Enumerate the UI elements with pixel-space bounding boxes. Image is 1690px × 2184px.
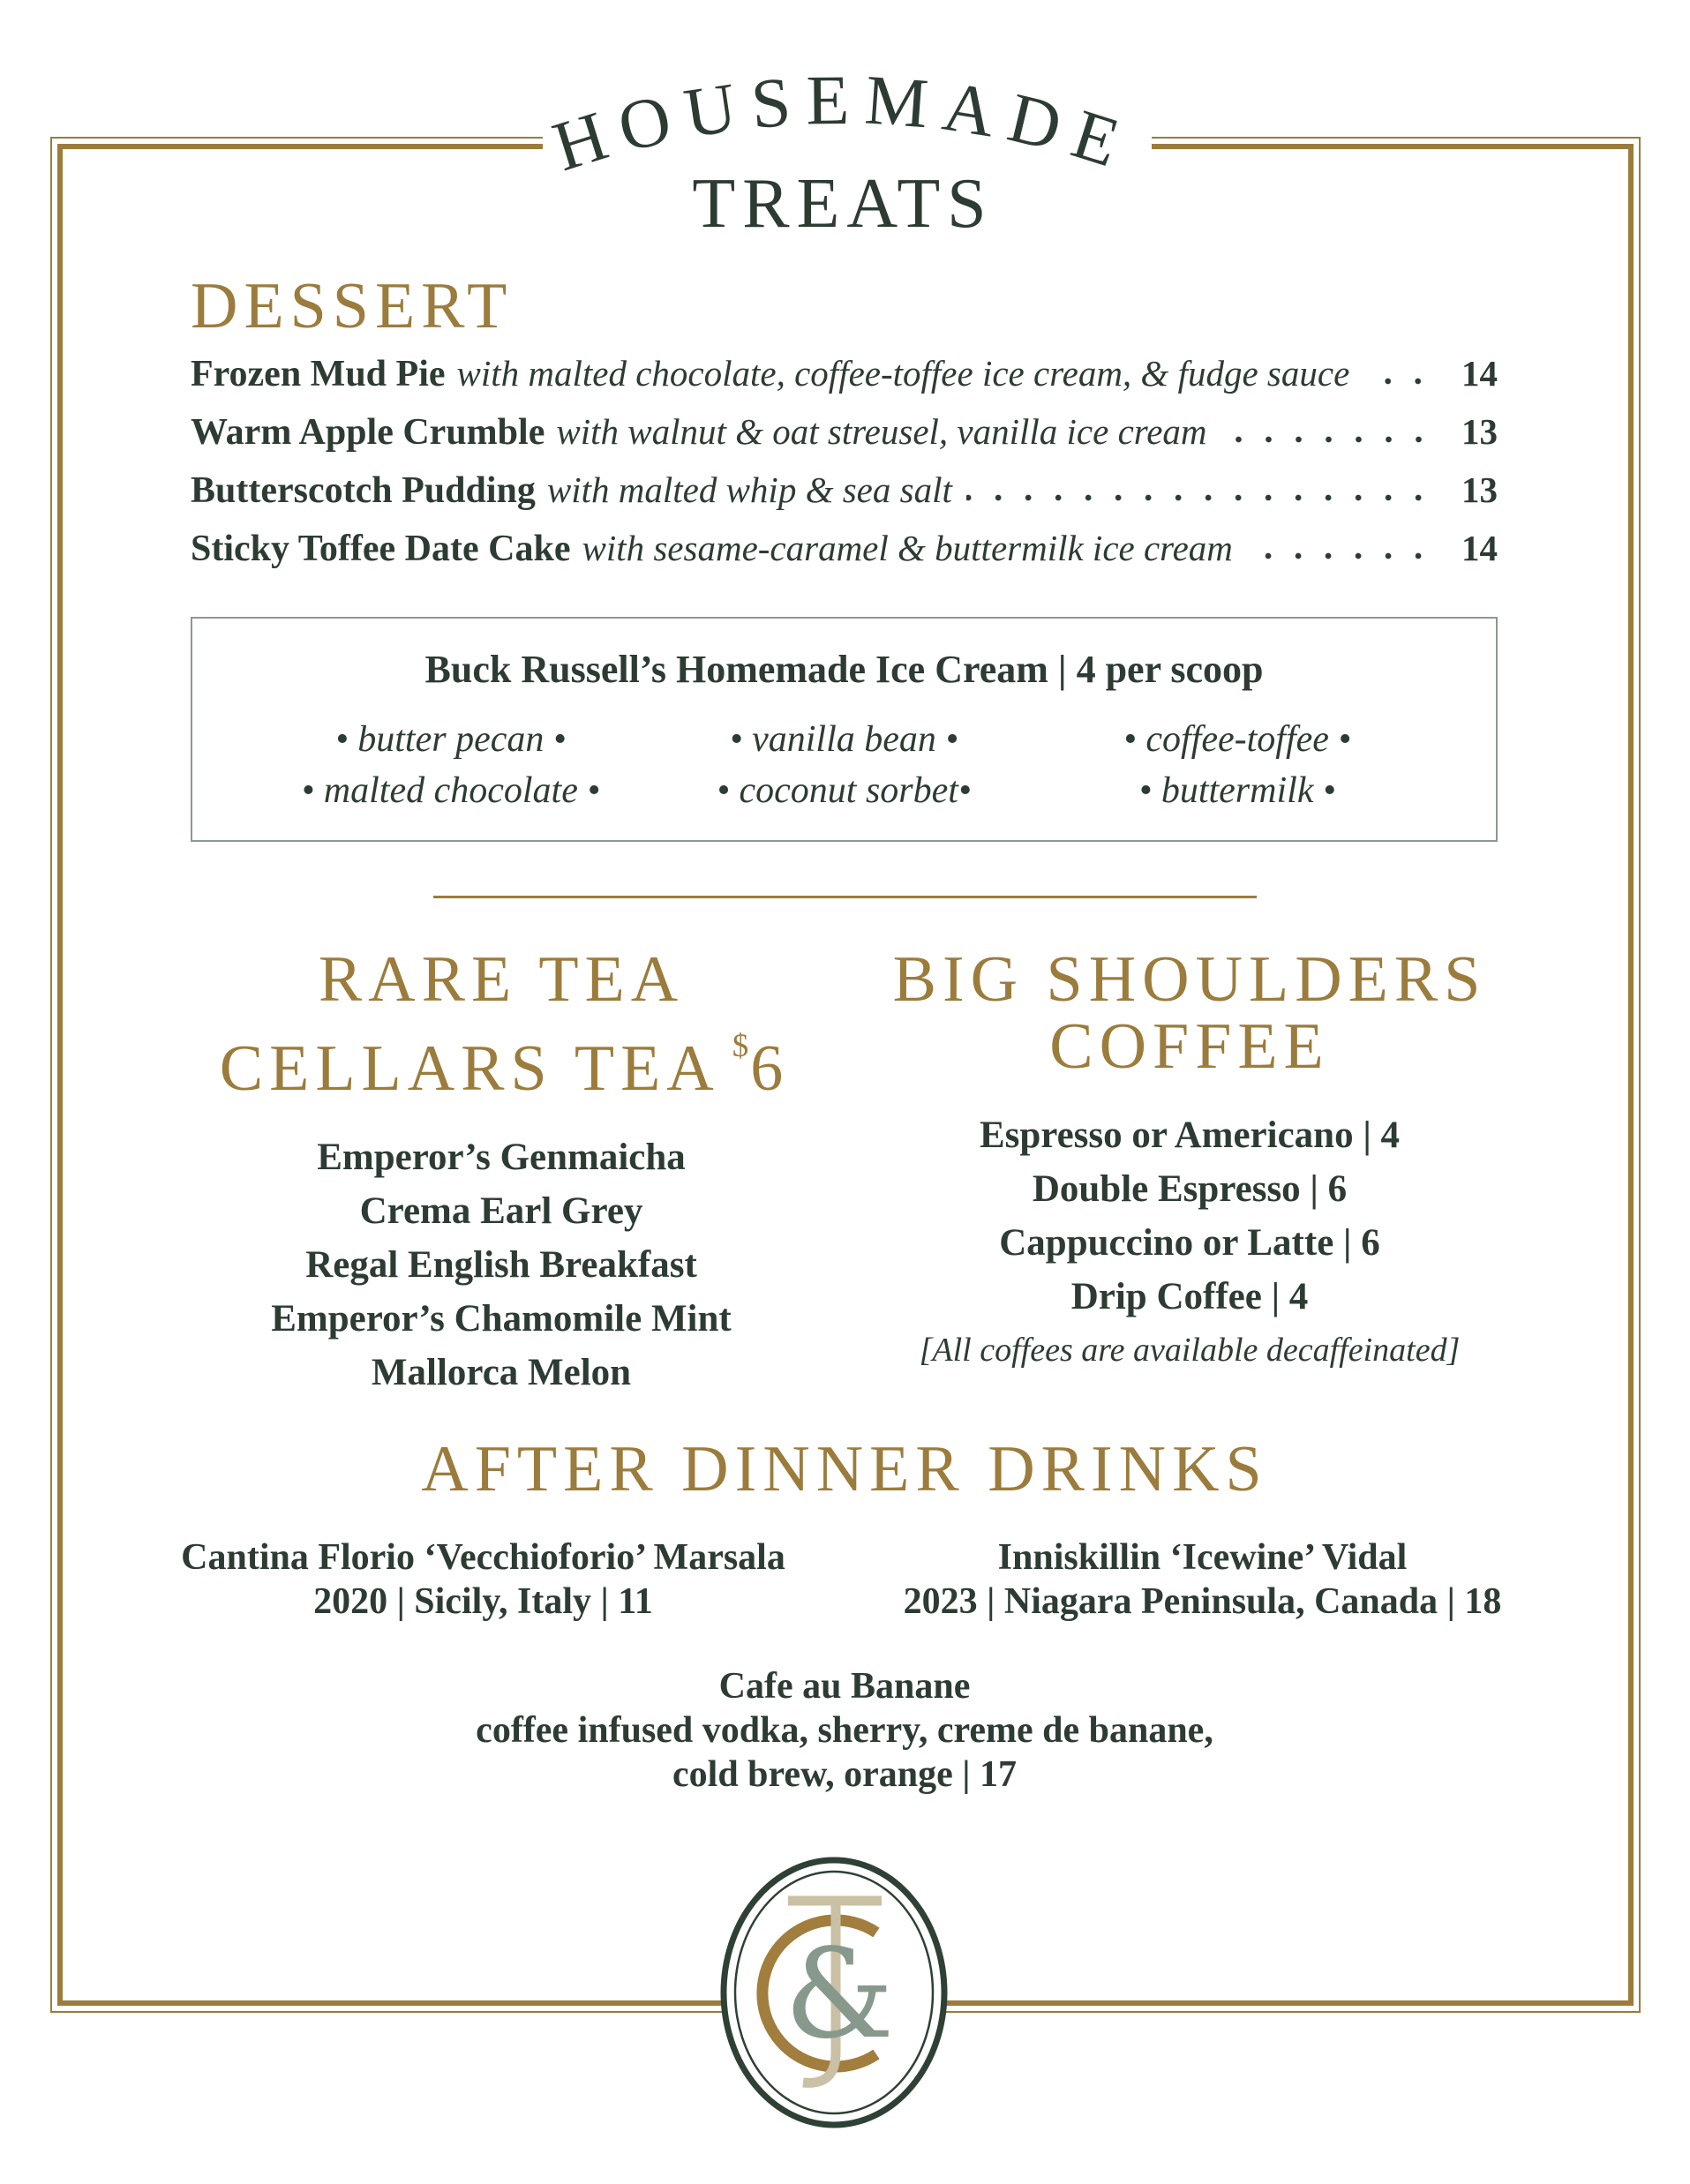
dot-leader — [1247, 552, 1445, 559]
ice-cream-title: Buck Russell’s Homemade Ice Cream | 4 per scoop — [424, 648, 1264, 691]
menu-title-lockup — [401, 46, 1283, 258]
coffee-decaf-note: [All coffees are available decaffeinated] — [919, 1332, 1461, 1369]
coffee-item: Drip Coffee | 4 — [1070, 1276, 1309, 1317]
wine-entry — [124, 1535, 843, 1624]
ice-cream-flavor: • butter pecan • — [335, 719, 567, 760]
tea-price-currency: $ — [732, 1028, 749, 1064]
tea-heading-line1: RARE TEA — [318, 943, 685, 1016]
tea-item-list — [184, 1130, 819, 1400]
coffee-section — [872, 943, 1507, 1377]
dessert-section-heading: DESSERT — [191, 270, 514, 342]
coffee-item-list — [872, 1108, 1507, 1377]
coffee-section-heading — [872, 943, 1507, 1083]
after-dinner-wine-row — [124, 1535, 1562, 1624]
dessert-item-description: with walnut & oat streusel, vanilla ice cream — [556, 411, 1207, 452]
dessert-item-row — [191, 355, 1498, 393]
tea-price — [732, 1028, 784, 1105]
dot-leader — [1221, 436, 1445, 443]
tea-item: Crema Earl Grey — [359, 1190, 643, 1232]
tea-item: Regal English Breakfast — [305, 1244, 697, 1286]
wine-entry — [843, 1535, 1562, 1624]
dot-leader — [966, 494, 1445, 501]
after-dinner-heading: AFTER DINNER DRINKS — [421, 1433, 1268, 1505]
coffee-item: Double Espresso | 6 — [1032, 1168, 1348, 1210]
tea-item: Emperor’s Chamomile Mint — [271, 1298, 732, 1340]
dessert-item-description: with sesame-caramel & buttermilk ice cream — [582, 528, 1233, 568]
dessert-item-name: Frozen Mud Pie — [191, 354, 446, 394]
tea-price-value: 6 — [750, 1032, 784, 1105]
ice-cream-flavor: • buttermilk • — [1138, 770, 1336, 811]
tjc-monogram-logo — [717, 1855, 950, 2130]
coffee-item: Cappuccino or Latte | 6 — [999, 1222, 1380, 1264]
wine-name: Inniskillin ‘Icewine’ Vidal — [997, 1537, 1408, 1578]
ice-cream-flavor: • vanilla bean • — [729, 719, 959, 760]
dessert-item-description: with malted chocolate, coffee-toffee ice cream, & fudge sauce — [456, 353, 1350, 394]
dessert-item-description: with malted whip & sea salt — [546, 469, 952, 510]
dessert-item-price: 14 — [1461, 528, 1498, 568]
gold-divider-line — [433, 896, 1257, 898]
tea-section — [184, 943, 819, 1400]
wine-name: Cantina Florio ‘Vecchioforio’ Marsala — [181, 1537, 785, 1578]
logo-ampersand: & — [784, 1923, 895, 2067]
dessert-item-row — [191, 413, 1498, 451]
ice-cream-flavor: • malted chocolate • — [301, 770, 601, 811]
ice-cream-box — [191, 617, 1498, 842]
ice-cream-flavor-grid — [192, 721, 1496, 809]
dessert-item-row — [191, 471, 1498, 509]
cocktail-description-line2: cold brew, orange | 17 — [672, 1754, 1017, 1795]
dessert-item-row — [191, 529, 1498, 567]
ice-cream-flavor: • coconut sorbet• — [717, 770, 972, 811]
dessert-item-name: Warm Apple Crumble — [191, 412, 545, 453]
coffee-heading-line2: COFFEE — [1049, 1010, 1330, 1083]
dessert-item-name: Sticky Toffee Date Cake — [191, 529, 571, 569]
tea-item: Emperor’s Genmaicha — [317, 1137, 686, 1178]
coffee-item: Espresso or Americano | 4 — [979, 1115, 1401, 1156]
dessert-item-list — [191, 355, 1498, 588]
dessert-item-price: 13 — [1461, 411, 1498, 452]
ice-cream-flavor: • coffee-toffee • — [1123, 719, 1352, 760]
tea-item: Mallorca Melon — [371, 1352, 632, 1393]
wine-details: 2023 | Niagara Peninsula, Canada | 18 — [903, 1581, 1502, 1622]
cocktail-description-line1: coffee infused vodka, sherry, creme de banane, — [476, 1710, 1213, 1751]
cocktail-name: Cafe au Banane — [718, 1666, 971, 1707]
page-subtitle: TREATS — [692, 165, 994, 243]
dessert-item-price: 14 — [1461, 353, 1498, 394]
page-title-text: HOUSEMADE — [544, 61, 1142, 187]
cocktail-entry — [403, 1664, 1286, 1797]
dot-leader — [1363, 378, 1445, 385]
tea-heading-line2: CELLARS TEA $6 — [219, 1028, 784, 1105]
coffee-heading-line1: BIG SHOULDERS — [892, 943, 1487, 1016]
dessert-item-price: 13 — [1461, 469, 1498, 510]
dessert-item-name: Butterscotch Pudding — [191, 470, 536, 511]
wine-details: 2020 | Sicily, Italy | 11 — [313, 1581, 653, 1622]
tea-section-heading — [184, 943, 819, 1105]
